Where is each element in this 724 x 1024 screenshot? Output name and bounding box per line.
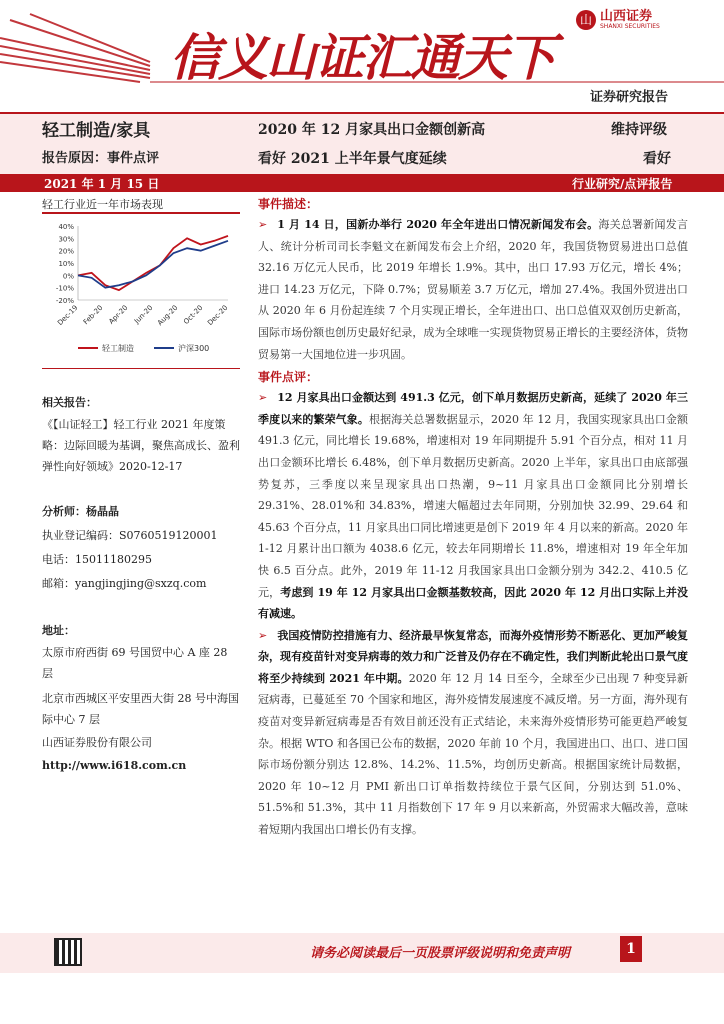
report-title: 2020 年 12 月家具出口金额创新高 — [258, 122, 486, 138]
x-tick-label: Apr-20 — [107, 303, 130, 326]
comment-section-title: 事件点评： — [258, 370, 319, 385]
y-tick-label: 30% — [58, 235, 74, 244]
x-tick-label: Dec-19 — [56, 303, 80, 328]
market-performance-chart — [42, 220, 240, 362]
page-number: 1 — [620, 936, 642, 962]
event-section-title: 事件描述： — [258, 197, 319, 211]
header-divider — [0, 112, 724, 114]
comment1-lead: 12 月家具出口金额达到 491.3 亿元，创下单月数据历史新高，延续了 2020 年三季度以来的繁荣气象。 — [258, 391, 688, 426]
x-tick-label: Jun-20 — [132, 303, 155, 326]
x-tick-label: Dec-20 — [206, 303, 230, 328]
report-subtitle: 看好 2021 上半年景气度延续 — [258, 151, 447, 167]
legend-label: 沪深300 — [178, 344, 210, 353]
related-title: 相关报告： — [42, 396, 97, 409]
analyst-name: 分析师：杨晶晶 — [42, 505, 119, 518]
company-name: 山西证券股份有限公司 — [42, 736, 152, 749]
address-taiyuan: 太原市府西街 69 号国贸中心 A 座 28 层 — [42, 646, 228, 680]
report-date: 2021 年 1 月 15 日 — [44, 177, 160, 191]
address-beijing: 北京市西城区平安里西大街 28 号中海国际中心 7 层 — [42, 692, 239, 726]
y-tick-label: 0% — [62, 272, 74, 281]
event-paragraph — [258, 214, 688, 365]
logo-cn: 山西证券 — [600, 8, 653, 24]
company-logo — [576, 10, 660, 30]
related-report: 《【山证轻工】轻工行业 2021 年度策略：边际回暖为基调，聚焦高成长、盈利弹性向好领域》2020-12-17 — [42, 418, 240, 473]
report-reason: 报告原因：事件点评 — [42, 151, 160, 166]
y-tick-label: 20% — [58, 247, 74, 256]
x-tick-label: Aug-20 — [156, 303, 180, 328]
company-website[interactable]: http://www.i618.com.cn — [42, 759, 187, 772]
rating-value: 看好 — [643, 151, 671, 167]
sector-title: 轻工制造/家具 — [42, 121, 151, 141]
comment1-conclusion: 考虑到 19 年 12 月家具出口金额基数较高，因此 2020 年 12 月出口实际上并没有减速。 — [258, 585, 688, 621]
legend-label: 轻工制造 — [102, 344, 134, 353]
banner-slogan: 信义山证汇通天下 — [170, 28, 554, 87]
logo-en: SHANXI SECURITIES — [600, 22, 660, 30]
y-tick-label: -10% — [55, 284, 74, 293]
disclaimer[interactable]: 请务必阅读最后一页股票评级说明和免责声明 — [310, 946, 571, 961]
x-tick-label: Oct-20 — [182, 303, 205, 327]
arrow-bullet-icon: ➢ — [258, 218, 268, 231]
comment-paragraph-1 — [258, 387, 688, 625]
arrow-bullet-icon: ➢ — [258, 391, 268, 405]
chart-title-rule — [42, 212, 240, 214]
y-tick-label: -20% — [55, 297, 74, 305]
comment2-lead: 我国疫情防控措施有力、经济最早恢复常态，而海外疫情形势不断恶化、更加严峻复杂，现有疫苗针对变异病毒的效力和广泛普及仍存在不确定性，我们判断此轮出口景气度将至少持续到 2021 年中期。 — [258, 628, 688, 685]
comment2-body: 2020 年 12 月 14 日至今，全球至少已出现 7 种变异新冠病毒，已蔓延至 70 个国家和地区，海外疫情发展速度不减反增。另一方面，海外现有疫苗对变异新冠病毒是否有效目前还没有正式结论，未来海外疫情形势可能更趋严峻复杂。根据 WTO 和各国已公布的数据，2020 年前 10 个月，我国进出口、出口、进口国际市场份额分别达 12.8%、14.2%、11.5%，均创历史新高。根据国家统计局数据，2020 年 10~12 月 PMI 新出口订单指数持续位于景气区间，分别达到 51.0%、51.5%和 51.3%，其中 11 月指数创下 17 年 9 月以来新高，外贸需求大幅改善，意味着短期内我国出口增长仍有支撑。 — [258, 671, 688, 837]
sidebar-rule — [42, 368, 240, 369]
series-line-0 — [78, 236, 228, 290]
chart-title: 轻工行业近一年市场表现 — [42, 198, 163, 211]
qr-code-icon — [54, 938, 82, 966]
comment1-body: 根据海关总署数据显示，2020 年 12 月，我国实现家具出口金额 491.3 亿元，同比增长 19.68%，增速相对 19 年同期提升 5.91 个百分点，相对 11 月出口金额环比增长 6.48%，创下单月数据历史新高。2020 上半年，家具出口由底部强势复苏，三季度以来呈现家具出口热潮，9~11 月家具出口金额同比分别增长 29.31%、28.01%和 34.83%，增速大幅超过去年同期，分别加快 32.99、29.64 和 45.63 个百分点，11 月家具出口同比增速更是创下 2019 年 4 月以来的新高。2020 年 1-12 月累计出口额为 4038.6 亿元，较去年同期增长 11.8%，增速相对 19 年全年加快 6.5 百分点。此外，2019 年 11-12 月我国家具出口金额分别为 342.2、410.5 亿元， — [258, 412, 689, 599]
address-title: 地址： — [42, 624, 75, 637]
event-body: 海关总署新闻发言人、统计分析司司长李魁文在新闻发布会上介绍，2020 年，我国货物贸易进出口总值 32.16 万亿元人民币，比 2019 年增长 1.9%。其中，出口 17.93 万亿元，增长 4%；进口 14.23 万亿元，下降 0.7%；贸易顺差 3.7 万亿元，增加 27.4%。我国外贸进出口从 2020 年 6 月份起连续 7 个月实现正增长，全年进出口、出口总值双双创历史新高，国际市场份额也创历史最好纪录，成为全球唯一实现货物贸易正增长的主要经济体，货物贸易第一大国地位进一步巩固。 — [258, 218, 689, 361]
y-tick-label: 40% — [58, 223, 74, 231]
arrow-bullet-icon: ➢ — [258, 628, 268, 642]
event-lead: 1 月 14 日，国新办举行 2020 年全年进出口情况新闻发布会。 — [277, 218, 599, 231]
comment-paragraph-2 — [258, 625, 688, 841]
x-tick-label: Feb-20 — [81, 303, 105, 327]
main-content — [258, 194, 688, 841]
analyst-license: 执业登记编码：S0760519120001 — [42, 529, 218, 542]
analyst-phone: 电话：15011180295 — [42, 553, 152, 566]
rating-label: 维持评级 — [611, 122, 667, 138]
logo-mark-icon: 山 — [576, 10, 596, 30]
y-tick-label: 10% — [58, 260, 74, 268]
report-category: 行业研究/点评报告 — [572, 177, 673, 191]
report-type: 证券研究报告 — [590, 90, 669, 105]
analyst-email[interactable]: 邮箱：yangjingjing@sxzq.com — [42, 577, 207, 590]
